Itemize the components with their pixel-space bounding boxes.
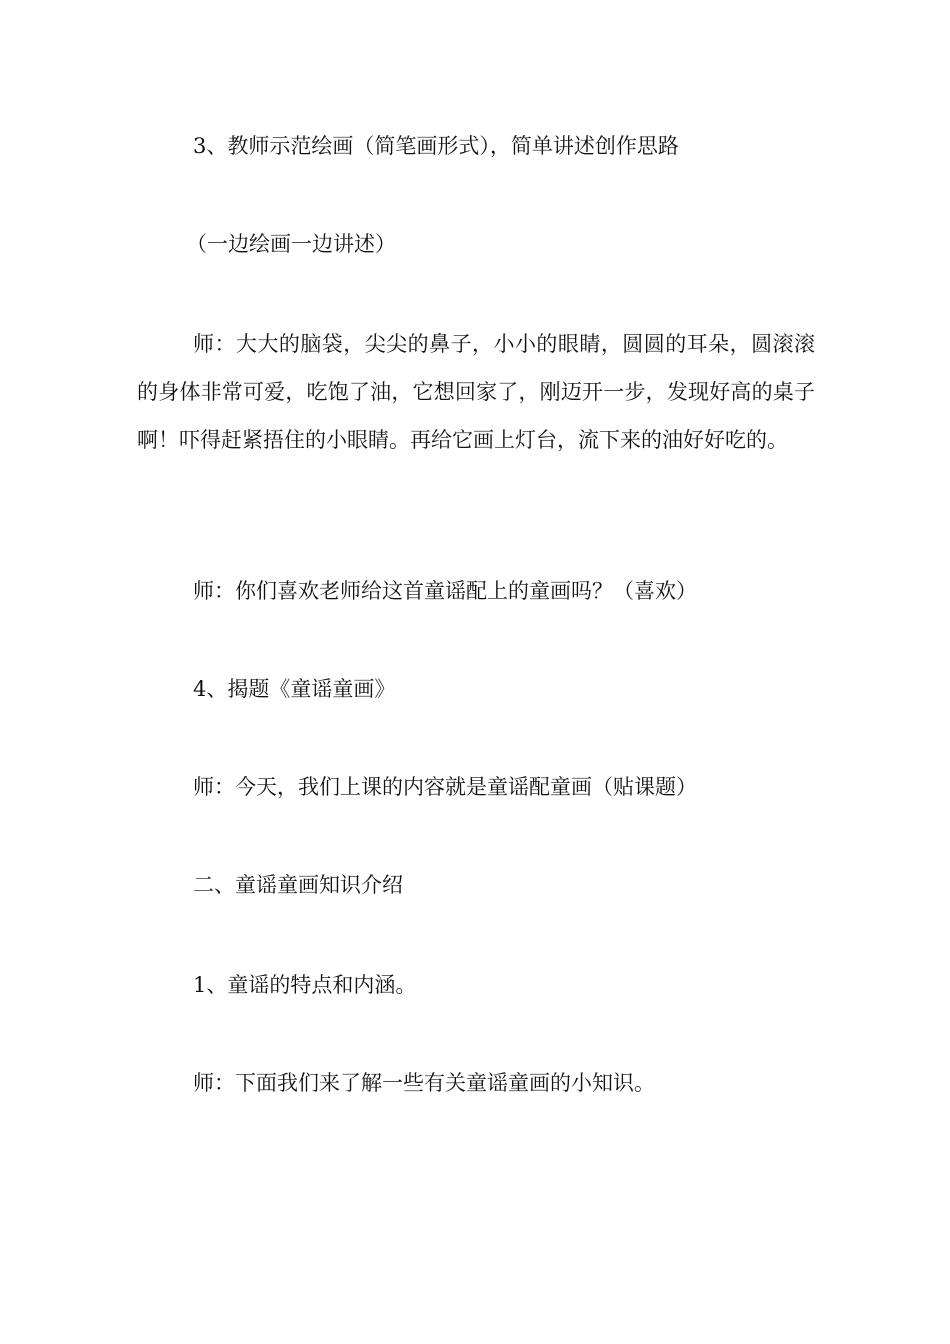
sub1-heading: 1、童谣的特点和内涵。 <box>193 973 417 997</box>
step3-note: （一边绘画一边讲述） <box>186 232 396 256</box>
teacher-intro: 师：下面我们来了解一些有关童谣童画的小知识。 <box>193 1071 655 1095</box>
step4-heading: 4、揭题《童谣童画》 <box>193 677 396 701</box>
section2-heading: 二、童谣童画知识介绍 <box>193 873 403 897</box>
teacher-question: 师：你们喜欢老师给这首童谣配上的童画吗？（喜欢） <box>193 579 697 603</box>
teacher-description-paragraph: 师：大大的脑袋，尖尖的鼻子，小小的眼睛，圆圆的耳朵，圆滚滚的身体非常可爱，吃饱了油，它想回家了，刚迈开一步，发现好高的桌子啊！吓得赶紧捂住的小眼睛。再给它画上灯台，流下来的油好好吃的。 <box>137 332 815 452</box>
teacher-topic: 师：今天，我们上课的内容就是童谣配童画（贴课题） <box>193 775 697 799</box>
step3-heading: 3、教师示范绘画（简笔画形式），简单讲述创作思路 <box>193 134 679 158</box>
